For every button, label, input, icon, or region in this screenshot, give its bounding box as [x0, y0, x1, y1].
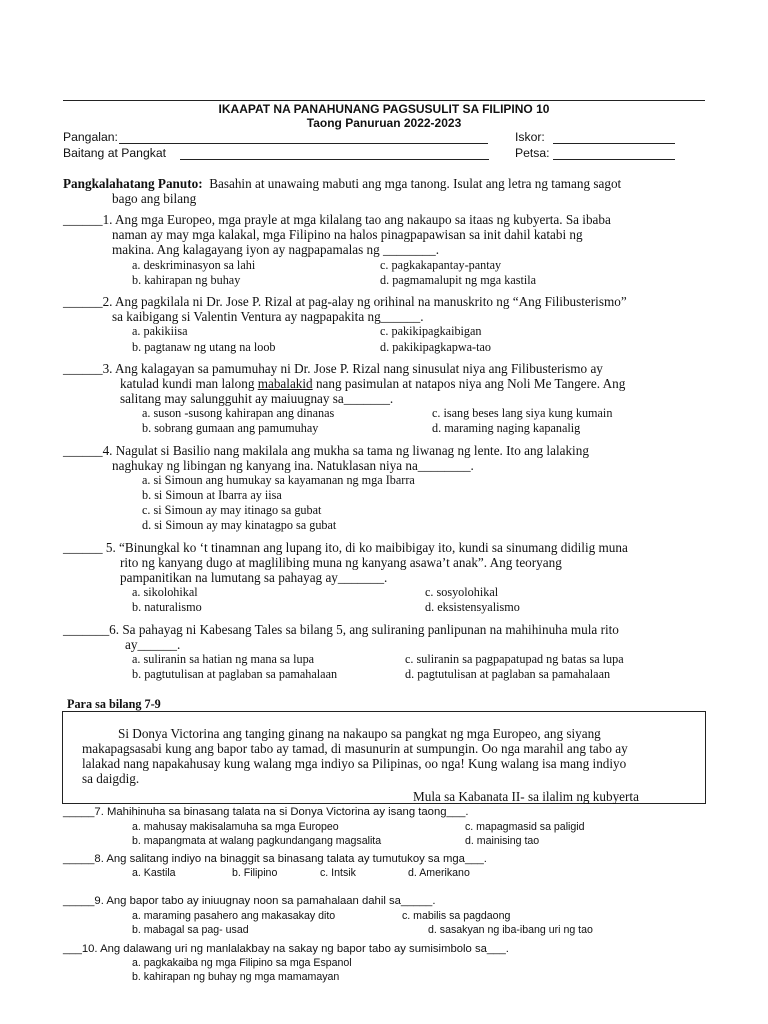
q8-option-b: b. Filipino — [232, 867, 278, 879]
q5-option-a: a. sikolohikal — [132, 585, 198, 599]
q4-option-c: c. si Simoun ay may itinago sa gubat — [142, 503, 322, 517]
q9-option-d: d. sasakyan ng iba-ibang uri ng tao — [428, 924, 593, 936]
q5-option-d: d. eksistensyalismo — [425, 600, 520, 614]
passage-source: Mula sa Kabanata II- sa ilalim ng kubyerta — [413, 789, 639, 804]
instructions-label: Pangkalahatang Panuto: — [63, 176, 203, 191]
grade-section-blank[interactable] — [180, 159, 489, 160]
q9-option-c: c. mabilis sa pagdaong — [402, 910, 511, 922]
q10-stem: ___10. Ang dalawang uri ng manlalakbay na sakay ng bapor tabo ay sumisimbolo sa___. — [63, 943, 509, 955]
q1-stem-1: ______1. Ang mga Europeo, mga prayle at mga kilalang tao ang nakaupo sa itaas ng kubyerta. Sa ibaba — [63, 212, 611, 227]
q6-option-b: b. pagtutulisan at paglaban sa pamahalaan — [132, 667, 338, 681]
q4-stem-1: ______4. Nagulat si Basilio nang makilala ang mukha sa tama ng liwanag ng lente. Ito ang lalaking — [63, 443, 589, 458]
instructions — [63, 176, 621, 192]
q1-option-c: c. pagkakapantay-pantay — [380, 258, 502, 272]
q1-option-b: b. kahirapan ng buhay — [132, 273, 241, 287]
q1-stem-2: naman ay may mga kalakal, mga Filipino na halos pinagpapawisan sa init dahil katabi ng — [112, 227, 583, 242]
q3-option-c: c. isang beses lang siya kung kumain — [432, 406, 613, 420]
q7-option-d: d. mainising tao — [465, 835, 540, 847]
q4-option-d: d. si Simoun ay may kinatagpo sa gubat — [142, 518, 337, 532]
grade-section-label: Baitang at Pangkat — [63, 146, 166, 160]
q9-stem: _____9. Ang bapor tabo ay iniuugnay noon sa pamahalaan dahil sa_____. — [63, 895, 436, 907]
q2-option-d: d. pakikipagkapwa-tao — [380, 340, 492, 354]
q5-stem-1: ______ 5. “Binungkal ko ‘t tinamnan ang lupang ito, di ko maibibigay ito, kundi sa sinumang didilig muna — [63, 540, 628, 555]
q3-option-a: a. suson -susong kahirapan ang dinanas — [142, 406, 335, 420]
instructions-line2: bago ang bilang — [112, 191, 197, 206]
q5-stem-3: pampanitikan na lumutang sa pahayag ay_______. — [120, 570, 388, 585]
q7-option-b: b. mapangmata at walang pagkundangang magsalita — [132, 835, 382, 847]
q10-option-a: a. pagkakaiba ng mga Filipino sa mga Espanol — [132, 957, 352, 969]
q2-option-a: a. pakikiisa — [132, 324, 188, 338]
q7-stem: _____7. Mahihinuha sa binasang talata na si Donya Victorina ay isang taong___. — [63, 806, 469, 818]
q9-option-b: b. mabagal sa pag- usad — [132, 924, 249, 936]
q6-option-a: a. suliranin sa hatian ng mana sa lupa — [132, 652, 315, 666]
q3-stem-1: ______3. Ang kalagayan sa pamumuhay ni Dr. Jose P. Rizal nang sinusulat niya ang Filibusterismo ay — [63, 361, 603, 376]
name-label: Pangalan: — [63, 130, 118, 144]
q6-stem-2: ay______. — [125, 637, 181, 652]
q7-option-c: c. mapagmasid sa paligid — [465, 821, 585, 833]
q5-option-b: b. naturalismo — [132, 600, 202, 614]
q2-option-c: c. pakikipagkaibigan — [380, 324, 482, 338]
q8-option-d: d. Amerikano — [408, 867, 470, 879]
q3-stem-2a: katulad kundi man lalong — [120, 376, 258, 391]
exam-title: IKAAPAT NA PANAHUNANG PAGSUSULIT SA FILIPINO 10 — [218, 102, 550, 116]
q6-stem-1: _______6. Sa pahayag ni Kabesang Tales sa bilang 5, ang suliraning panlipunan na mahihinuha mula rito — [63, 622, 619, 637]
q7-option-a: a. mahusay makisalamuha sa mga Europeo — [132, 821, 339, 833]
q10-option-b: b. kahirapan ng buhay ng mga mamamayan — [132, 971, 340, 983]
q2-option-b: b. pagtanaw ng utang na loob — [132, 340, 276, 354]
q6-option-d: d. pagtutulisan at paglaban sa pamahalaan — [405, 667, 611, 681]
q6-option-c: c. suliranin sa pagpapatupad ng batas sa lupa — [405, 652, 624, 666]
q4-option-b: b. si Simoun at Ibarra ay iisa — [142, 488, 282, 502]
q3-option-b: b. sobrang gumaan ang pamumuhay — [142, 421, 319, 435]
q3-underlined-word: mabalakid — [257, 376, 313, 391]
top-rule — [63, 100, 705, 101]
q5-stem-2: rito ng kanyang dugo at maglilibing muna ng kanyang asawa’t anak”. Ang teoryang — [120, 555, 562, 570]
date-label: Petsa: — [515, 146, 550, 160]
q3-stem-3: salitang may salungguhit ay maiuugnay sa_______. — [120, 391, 394, 406]
school-year: Taong Panuruan 2022-2023 — [306, 116, 462, 130]
q2-stem-2: sa kaibigang si Valentin Ventura ay nagpapakita ng______. — [112, 309, 424, 324]
q1-option-d: d. pagmamalupit ng mga kastila — [380, 273, 537, 287]
q8-option-a: a. Kastila — [132, 867, 176, 879]
q8-option-c: c. Intsik — [320, 867, 356, 879]
score-blank[interactable] — [553, 143, 675, 144]
name-blank[interactable] — [119, 143, 488, 144]
date-blank[interactable] — [553, 159, 675, 160]
passage-line-1: Si Donya Victorina ang tanging ginang na nakaupo sa pangkat ng mga Europeo, ang siyang — [118, 726, 601, 741]
q1-option-a: a. deskriminasyon sa lahi — [132, 258, 256, 272]
q5-option-c: c. sosyolohikal — [425, 585, 499, 599]
q3-option-d: d. maraming naging kapanalig — [432, 421, 581, 435]
q8-stem: _____8. Ang salitang indiyo na binaggit sa binasang talata ay tumutukoy sa mga___. — [63, 853, 487, 865]
instructions-line1: Basahin at unawaing mabuti ang mga tanong. Isulat ang letra ng tamang sagot — [209, 176, 622, 191]
score-label: Iskor: — [515, 130, 545, 144]
q3-stem-2b: nang pasimulan at natapos niya ang Noli Me Tangere. Ang — [312, 376, 626, 391]
q9-option-a: a. maraming pasahero ang makasakay dito — [132, 910, 336, 922]
q4-option-a: a. si Simoun ang humukay sa kayamanan ng mga Ibarra — [142, 473, 415, 487]
passage-line-3: lalakad nang napakahusay kung walang mga indiyo sa Pilipinas, oo nga! Kung walang isa mang indiyo — [82, 756, 627, 771]
passage-heading: Para sa bilang 7-9 — [67, 697, 161, 711]
q1-stem-3: makina. Ang kalagayang iyon ay nagpapamalas ng ________. — [112, 242, 440, 257]
q4-stem-2: naghukay ng libingan ng kanyang ina. Natuklasan niya na________. — [112, 458, 474, 473]
passage-line-2: makapagsasabi kung ang bapor tabo ay tamad, di masunurin at sumpungin. Oo nga marahil ang tabo ay — [82, 741, 628, 756]
q2-stem-1: ______2. Ang pagkilala ni Dr. Jose P. Rizal at pag-alay ng orihinal na manuskrito ng “Ang Filibusterismo” — [63, 294, 627, 309]
q3-stem-2 — [120, 376, 625, 392]
passage-line-4: sa daigdig. — [82, 771, 140, 786]
